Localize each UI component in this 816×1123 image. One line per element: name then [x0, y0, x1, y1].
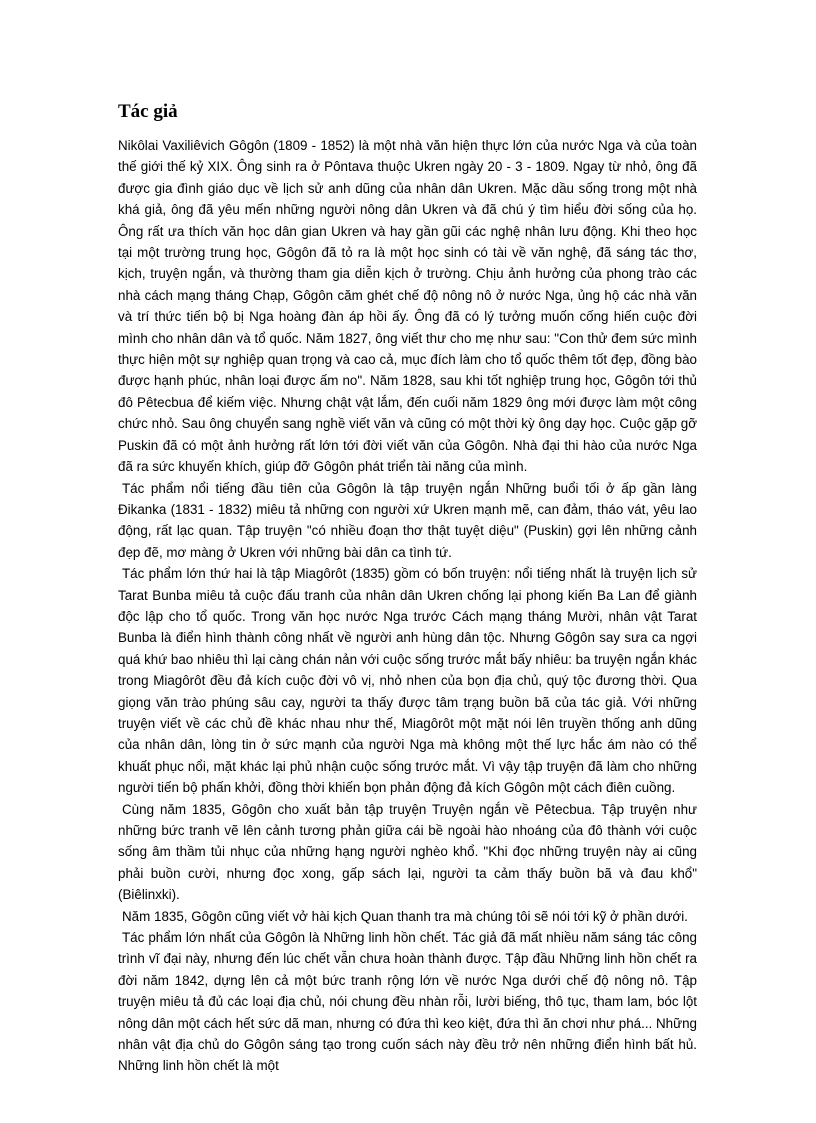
paragraph-biography: Nikôlai Vaxiliêvich Gôgôn (1809 - 1852) là một nhà văn hiện thực lớn của nước Nga và của toàn thế giới thế kỷ XIX. Ông sinh ra ở Pôntava thuộc Ukren ngày 20 - 3 - 1809. Ngay từ nhỏ, ông đã được gia đình giáo dục về lịch sử anh dũng của nhân dân Ukren. Mặc dầu sống trong một nhà khá giả, ông đã yêu mến những người nông dân Ukren và đã chú ý tìm hiểu đời sống của họ. Ông rất ưa thích văn học dân gian Ukren và hay gần gũi các nghệ nhân lưu động. Khi theo học tại một trường trung học, Gôgôn đã tỏ ra là một học sinh có tài về văn nghệ, đã sáng tác thơ, kịch, truyện ngắn, và thường tham gia diễn kịch ở trường. Chịu ảnh hưởng của phong trào các nhà cách mạng tháng Chạp, Gôgôn căm ghét chế độ nông nô ở nước Nga, ủng hộ các nhà văn và trí thức tiến bộ bị Nga hoàng đàn áp hồi ấy. Ông đã có lý tưởng muốn cống hiến cuộc đời mình cho nhân dân và tổ quốc. Năm 1827, ông viết thư cho mẹ như sau: "Con thử đem sức mình thực hiện một sự nghiệp quan trọng và cao cả, mục đích làm cho tổ quốc thêm tốt đẹp, đồng bào được hạnh phúc, nhân loại được ấm no". Năm 1828, sau khi tốt nghiệp trung học, Gôgôn tới thủ đô Pêtecbua để kiếm việc. Nhưng chật vật lắm, đến cuối năm 1829 ông mới được làm một công chức nhỏ. Sau ông chuyển sang nghề viết văn và cũng có một thời kỳ ông dạy học. Cuộc gặp gỡ Puskin đã có một ảnh hưởng rất lớn tới đời viết văn của Gôgôn. Nhà đại thi hào của nước Nga đã ra sức khuyến khích, giúp đỡ Gôgôn phát triển tài năng của mình.	[118, 138, 697, 475]
paragraph-miagorot: Tác phẩm lớn thứ hai là tập Miagôrôt (1835) gồm có bốn truyện: nổi tiếng nhất là truyện lịch sử Tarat Bunba miêu tả cuộc đấu tranh của nhân dân Ukren chống lại phong kiến Ba Lan để giành độc lập cho tổ quốc. Trong văn học nước Nga trước Cách mạng tháng Mười, nhân vật Tarat Bunba là điển hình thành công nhất về người anh hùng dân tộc. Nhưng Gôgôn say sưa ca ngợi quá khứ bao nhiêu thì lại càng chán nản với cuộc sống trước mắt bấy nhiêu: ba truyện ngắn khác trong Miagôrôt đều đả kích cuộc đời vô vị, nhỏ nhen của bọn địa chủ, quý tộc đương thời. Qua giọng văn trào phúng sâu cay, người ta thấy được tâm trạng buồn bã của tác giả. Với những truyện viết về các chủ đề khác nhau như thế, Miagôrôt một mặt nói lên truyền thống anh dũng của nhân dân, lòng tin ở sức mạnh của người Nga mà không một thế lực hắc ám nào có thể khuất phục nổi, mặt khác lại phủ nhận cuộc sống trước mắt. Vì vậy tập truyện đã làm cho những người tiến bộ phấn khởi, đồng thời khiến bọn phản động đả kích Gôgôn một cách điên cuồng.	[118, 566, 697, 796]
paragraph-first-work: Tác phẩm nổi tiếng đầu tiên của Gôgôn là tập truyện ngắn Những buổi tối ở ấp gần làng Đikanka (1831 - 1832) miêu tả những con người xứ Ukren mạnh mẽ, can đảm, tháo vát, yêu lao động, rất lạc quan. Tập truyện "có nhiều đoạn thơ thật tuyệt diệu" (Puskin) gợi lên những cảnh đẹp đẽ, mơ màng ở Ukren với những bài dân ca tình tứ.	[118, 480, 697, 560]
page-title: Tác giả	[118, 101, 178, 122]
paragraph-dead-souls: Tác phẩm lớn nhất của Gôgôn là Những linh hồn chết. Tác giả đã mất nhiều năm sáng tác công trình vĩ đại này, nhưng đến lúc chết vẫn chưa hoàn thành được. Tập đầu Những linh hồn chết ra đời năm 1842, dựng lên cả một bức tranh rộng lớn về nước Nga dưới chế độ nông nô. Tập truyện miêu tả đủ các loại địa chủ, nói chung đều nhàn rỗi, lười biếng, thô tục, tham lam, bóc lột nông dân một cách hết sức dã man, nhưng có đứa thì keo kiệt, đứa thì ăn chơi như phá... Những nhân vật địa chủ do Gôgôn sáng tạo trong cuốn sách này đều trở nên những điển hình bất hủ. Những linh hồn chết là một	[118, 930, 697, 1074]
paragraph-petersburg-tales: Cùng năm 1835, Gôgôn cho xuất bản tập truyện Truyện ngắn về Pêtecbua. Tập truyện như những bức tranh vẽ lên cảnh tương phản giữa cái bề ngoài hào nhoáng của đô thành với cuộc sống âm thầm tủi nhục của những hạng người nghèo khổ. "Khi đọc những truyện này ai cũng phải buồn cười, nhưng đọc xong, gấp sách lại, người ta cảm thấy buồn bã và đau khổ" (Biêlinxki).	[118, 801, 697, 903]
paragraph-inspector: Năm 1835, Gôgôn cũng viết vở hài kịch Quan thanh tra mà chúng tôi sẽ nói tới kỹ ở phần dưới.	[122, 908, 688, 924]
body-text	[118, 135, 697, 1077]
